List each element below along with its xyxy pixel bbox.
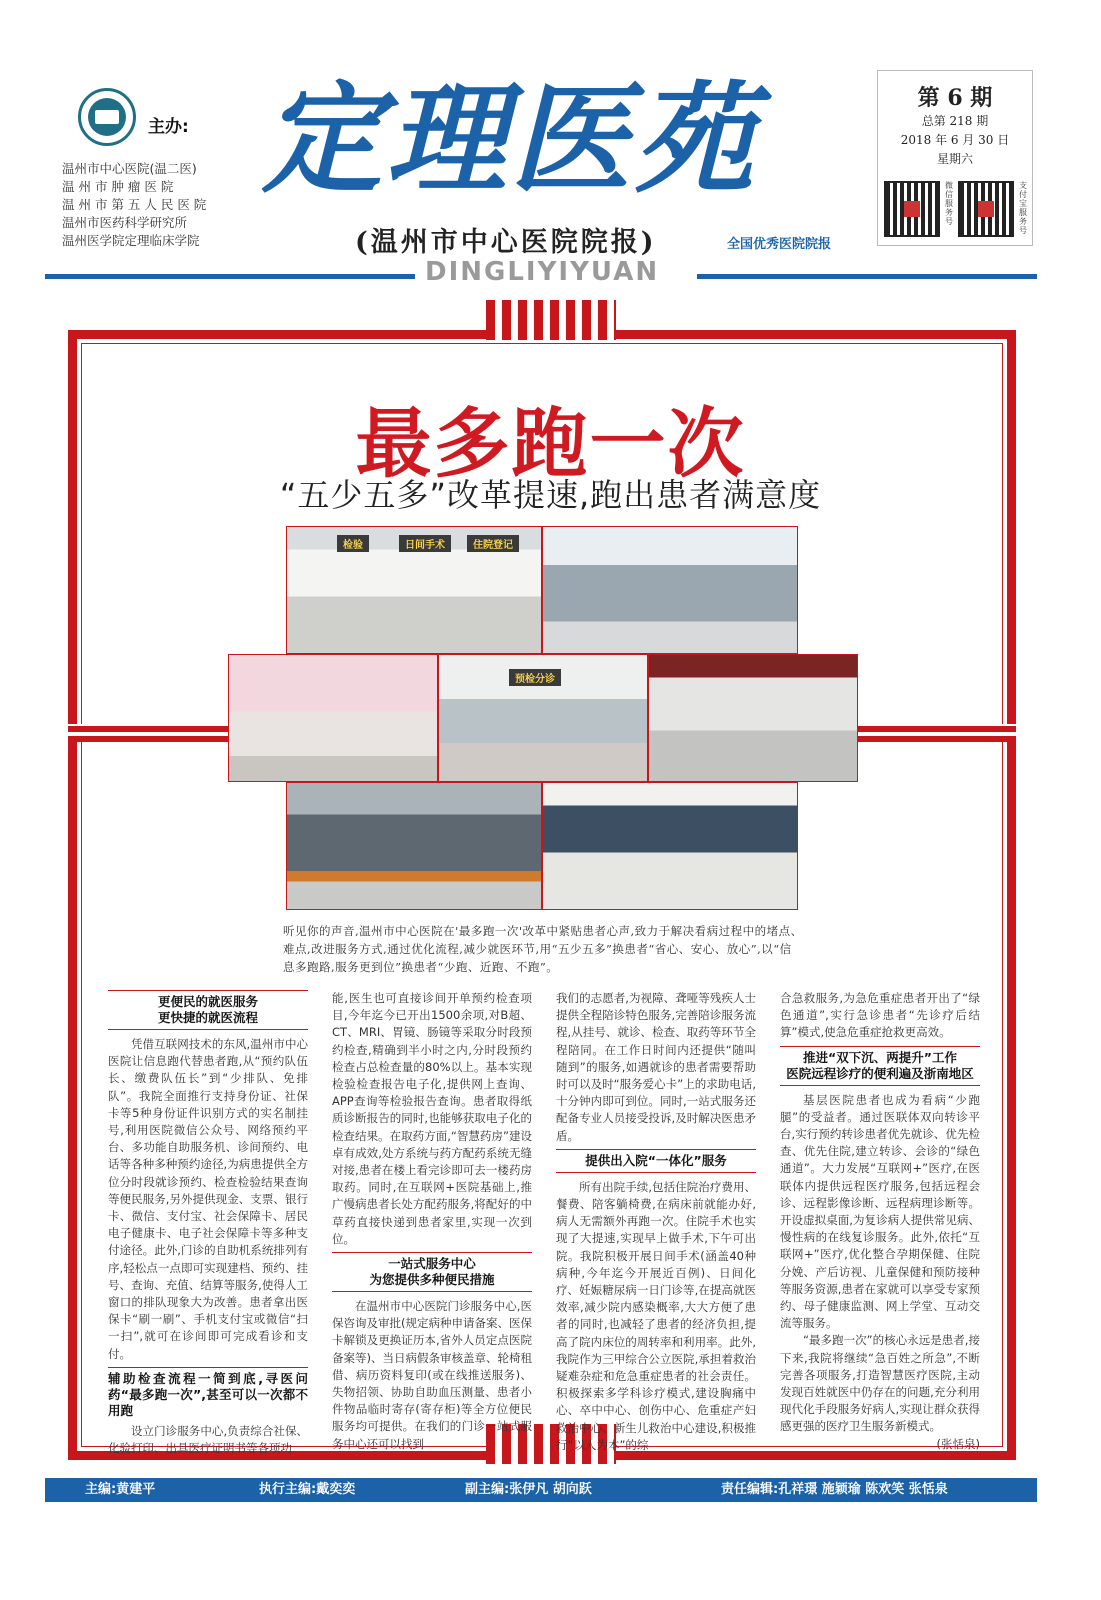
chief-editor: 主编:黄建平 (85, 1482, 156, 1497)
section-title: 提供出入院“一体化”服务 (556, 1149, 756, 1173)
paragraph: 在温州市中心医院门诊服务中心,医保咨询及审批(规定病种申请备案、医保卡解锁及更换证历本,省外人员定点医院备案等)、当日病假条审核盖章、轮椅租借、病历资料复印(或在线推送服务)、失物招领、协助自助血压测量、患者小件物品临时寄存(寄存柜)等全方位便民服务均可提供。在我们的门诊一站式服务中心还可以找到 (332, 1299, 532, 1451)
host-label: 主办: (148, 117, 189, 137)
photo-pink-desk (228, 654, 438, 782)
hospital-logo (78, 88, 136, 146)
issue-info-box (877, 70, 1033, 246)
host-item: 温州市医药科学研究所 (62, 215, 188, 230)
wechat-qr-code-icon[interactable] (884, 181, 940, 237)
paragraph: 所有出院手续,包括住院治疗费用、餐费、陪客躺椅费,在病床前就能办好,病人无需额外再跑一次。住院手术也实现了大提速,实现早上做手术,下午可出院。我院积极开展日间手术(涵盖40种病种,今年迄今开展近百例)、日间化疗、妊娠糖尿病一日门诊等,在提高就医效率,减少院内感染概率,大大方便了患者的同时,也减轻了患者的经济负担,提高了院内床位的周转率和利用率。此外,我院作为三甲综合公立医院,承担着救治疑难杂症和危急重症患者的社会责任。积极探索多学科诊疗模式,建设胸痛中心、卒中中心、创伤中心、危重症产妇救治中心、新生儿救治中心建设,积极推行“以人为本”的综 (556, 1179, 756, 1452)
author-signoff: (张恬泉) (936, 1436, 980, 1451)
issue-total: 总第 218 期 (921, 114, 989, 128)
photo-notice-board (542, 782, 798, 910)
subheadline: “五少五多”改革提速,跑出患者满意度 (279, 476, 822, 514)
masthead-rule-left (45, 274, 415, 279)
host-item: 温 州 市 第 五 人 民 医 院 (62, 197, 207, 212)
frame-stripes-left (68, 724, 228, 742)
section-title: 更便民的就医服务 更快捷的就医流程 (108, 990, 308, 1030)
photo-service-counter (286, 526, 542, 654)
photo-sign: 住院登记 (467, 535, 519, 552)
section-title: 推进“双下沉、两提升”工作 医院远程诊疗的便利遍及浙南地区 (780, 1046, 980, 1086)
paragraph: 基层医院患者也成为看病“少跑腿”的受益者。通过医联体双向转诊平台,实行预约转诊患者优先就诊、优先检查、优先住院,建立转诊、会诊的“绿色通道”。大力发展“互联网+”医疗,在医联体内提供远程医疗服务,包括远程会诊、远程影像诊断、远程病理诊断等。开设虚拟桌面,为复诊病人提供常见病、慢性病的在线复诊服务。此外,依托“互联网+”医疗,优化整合孕期保健、住院分娩、产后访视、儿童保健和预防接种等服务资源,患者在家就可以享受专家预约、母子健康监测、网上学堂、互动交流等服务。 (780, 1092, 980, 1331)
newspaper-subtitle: (温州市中心医院院报) (355, 227, 657, 258)
host-item: 温州医学院定理临床学院 (62, 233, 200, 248)
section-title: 辅助检查流程一简到底,寻医问药“最多跑一次”,甚至可以一次都不用跑 (108, 1367, 308, 1419)
article-column-3 (556, 990, 756, 1454)
section-title: 一站式服务中心 为您提供多种便民措施 (332, 1252, 532, 1292)
paragraph: 我们的志愿者,为视障、聋哑等残疾人士提供全程陪诊特色服务,完善陪诊服务流程,从挂号、就诊、检查、取药等环节全程陪同。在工作日时间内还提供“随叫随到”的服务,如遇就诊的患者需要帮助时可以及时“服务爱心卡”上的求助电话,十分钟内即可到位。同时,一站式服务还配备专业人员接受投诉,及时解决医患矛盾。 (556, 991, 756, 1143)
paragraph: “最多跑一次”的核心永远是患者,接下来,我院将继续“急百姓之所急”,不断完善各项服务,打造智慧医疗医院,主动发现百姓就医中仍存在的问题,充分利用现代化手段服务好病人,实现让群众获得感更强的医疗卫生服务新模式。 (780, 1333, 980, 1434)
photo-sign: 日间手术 (399, 535, 451, 552)
article-column-4 (780, 990, 980, 1453)
alipay-qr-code-icon[interactable] (958, 181, 1014, 237)
headline: 最多跑一次 (355, 399, 746, 488)
masthead-rule-right (697, 274, 1037, 279)
photo-triage-desk (438, 654, 648, 782)
photo-sign: 检验 (337, 535, 369, 552)
responsible-editors: 责任编辑:孔祥璟 施颖瑜 陈欢笑 张恬泉 (721, 1482, 948, 1497)
alipay-qr-label: 支付宝服务号 (1019, 181, 1027, 235)
editorial-footer (45, 1478, 1037, 1502)
issue-date: 2018 年 6 月 30 日 (900, 133, 1010, 147)
executive-editor: 执行主编:戴奕奕 (259, 1482, 356, 1497)
newspaper-pinyin: DINGLIYIYUAN (425, 257, 660, 287)
award-label: 全国优秀医院院报 (727, 237, 832, 252)
photo-sign: 预检分诊 (509, 669, 561, 686)
host-item: 温州市中心医院(温二医) (62, 161, 197, 176)
issue-number: 第 6 期 (917, 85, 993, 111)
paragraph: 合急救服务,为急危重症患者开出了“绿色通道”,实行急诊患者“先诊疗后结算”模式,使急危重症抢救更高效。 (780, 991, 980, 1040)
paragraph: 能,医生也可直接诊间开单预约检查项目,今年迄今已开出1500余项,对B超、CT、MRI、胃镜、肠镜等采取分时段预约检查,精确到半小时之内,分时段预约检查占总检查量的80%以上。基本实现检验检查报告电子化,提供网上查询、APP查询等检验报告查询。患者取得纸质诊断报告的同时,也能够获取电子化的检查结果。在取药方面,“智慧药房”建设卓有成效,处方系统与药方配药系统无缝对接,患者在楼上看完诊即可去一楼药房取药。同时,在互联网+医院基础上,推广慢病患者长处方配药服务,将配好的中草药直接快递到患者家里,实现一次到位。 (332, 991, 532, 1246)
frame-stripes-right (856, 724, 1016, 742)
paragraph: 设立门诊服务中心,负责综合社保、化验打印、出具医疗证明书等各项功 (108, 1423, 308, 1456)
newspaper-title: 定理医苑 (262, 69, 758, 210)
frame-stripes-top (486, 300, 616, 340)
host-list (62, 160, 206, 250)
photo-self-service-machines (286, 782, 542, 910)
paragraph: 凭借互联网技术的东风,温州市中心医院让信息跑代替患者跑,从“预约队伍长、缴费队伍长”到“少排队、免排队”。我院全面推行支持身份证、社保卡等5种身份证件识别方式的实名制挂号,利用医院微信公众号、网络预约平台、多功能自助服务机、诊间预约、电话等各种多种预约途径,为病患提供全方位分时段就诊预约、检查检验结果查询等便民服务,另外提供现金、支票、银行卡、微信、支付宝、社会保障卡、居民电子健康卡、电子社会保障卡等多种支付途径。此外,门诊的自助机系统排列有序,轻松点一点即可实现建档、预约、挂号、查询、充值、结算等服务,使得人工窗口的排队现象大为改善。患者拿出医保卡“刷一刷”、手机支付宝或微信“扫一扫”,就可在诊间即可完成看诊和支付。 (108, 1037, 308, 1361)
article-column-2 (332, 990, 532, 1453)
article-column-1 (108, 986, 308, 1457)
host-item: 温 州 市 肿 瘤 医 院 (62, 179, 174, 194)
photo-service-window (648, 654, 858, 782)
photo-caption: 听见你的声音,温州市中心医院在'最多跑一次'改革中紧贴患者心声,致力于解决看病过程中的堵点、难点,改进服务方式,通过优化流程,减少就医环节,用“五少五多”换患者“省心、安心、放心”,以“信息多跑路,服务更到位”换患者“少跑、近跑、不跑”。 (283, 924, 803, 974)
issue-weekday: 星期六 (936, 152, 973, 166)
photo-kiosk-row (542, 526, 798, 654)
deputy-editor: 副主编:张伊凡 胡向跃 (465, 1482, 592, 1497)
wechat-qr-label: 微信服务号 (945, 181, 953, 226)
